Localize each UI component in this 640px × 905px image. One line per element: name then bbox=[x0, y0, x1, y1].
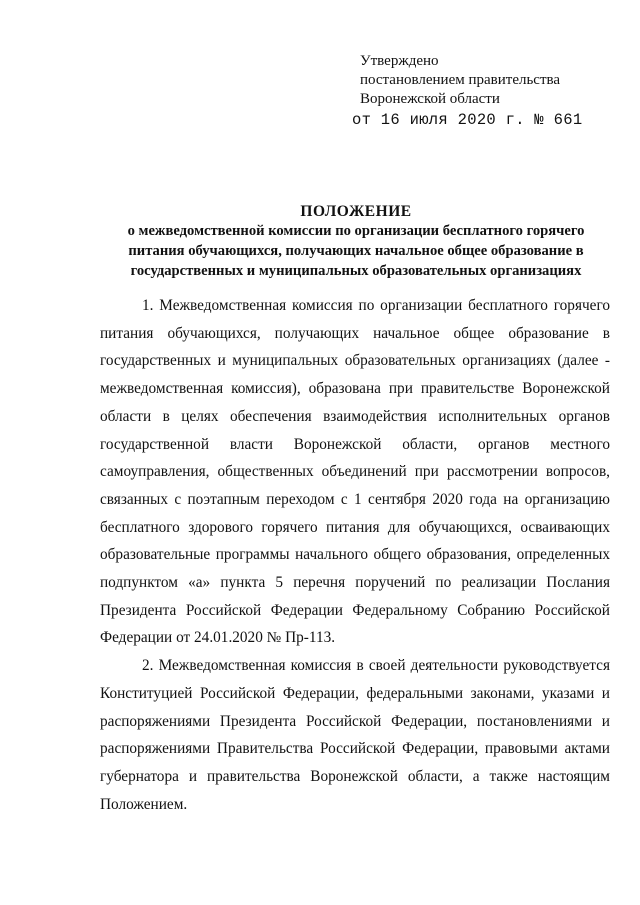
approval-date-number: от 16 июля 2020 г. № 661 bbox=[352, 111, 583, 129]
document-subtitle: о межведомственной комиссии по организации бесплатного горячего питания обучающихся, получающих начальное общее образование в государственных и муниципальных образовательных организациях bbox=[127, 223, 585, 279]
paragraph-2: 2. Межведомственная комиссия в своей деятельности руководствуется Конституцией Российской Федерации, федеральными законами, указами и распоряжениями Президента Российской Федерации, постановлениями и распоряжениями Правительства Российской Федерации, правовыми актами губернатора и правительства Воронежской области, а также настоящим Положением. bbox=[100, 657, 610, 813]
approval-stamp bbox=[352, 52, 583, 130]
document-heading: ПОЛОЖЕНИЕ bbox=[300, 203, 412, 220]
approval-line-resolution: постановлением правительства bbox=[360, 72, 561, 88]
document-title-block bbox=[100, 203, 612, 281]
approval-line-approved: Утверждено bbox=[360, 53, 439, 69]
document-body bbox=[100, 292, 610, 818]
approval-line-region: Воронежской области bbox=[360, 91, 500, 107]
paragraph-1: 1. Межведомственная комиссия по организации бесплатного горячего питания обучающихся, получающих начальное общее образование в государственных и муниципальных образовательных организациях (далее - межведомственная комиссия), образована при правительстве Воронежской области в целях обеспечения взаимодействия исполнительных органов государственной власти Воронежской области, органов местного самоуправления, общественных объединений при рассмотрении вопросов, связанных с поэтапным переходом с 1 сентября 2020 года на организацию бесплатного здорового горячего питания для обучающихся, осваивающих образовательные программы начального общего образования, определенных подпунктом «а» пункта 5 перечня поручений по реализации Послания Президента Российской Федерации Федеральному Собранию Российской Федерации от 24.01.2020 № Пр-113. bbox=[100, 297, 610, 647]
